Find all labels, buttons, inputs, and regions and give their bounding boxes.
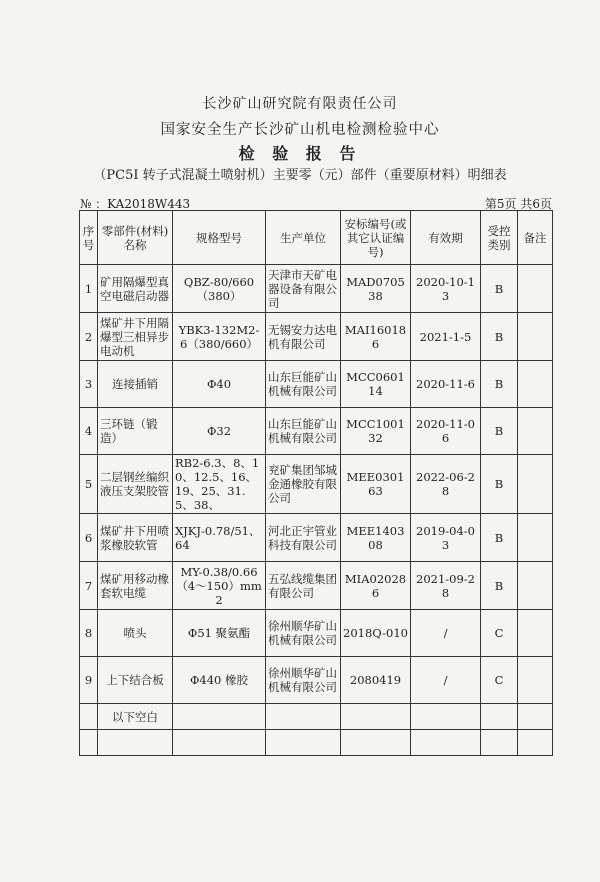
table-row xyxy=(80,657,553,704)
cell-maker: 徐州顺华矿山机械有限公司 xyxy=(266,610,341,657)
cell-maker: 五弘线缆集团有限公司 xyxy=(266,562,341,610)
cell-no xyxy=(80,704,98,730)
organization-name: 长沙矿山研究院有限责任公司 xyxy=(202,96,398,112)
report-number: № ：KA2018W443 xyxy=(80,197,191,211)
cell-note xyxy=(518,657,553,704)
cell-cert: MCC100132 xyxy=(341,408,411,455)
cell-maker: 山东巨能矿山机械有限公司 xyxy=(266,408,341,455)
cell-valid: 2019-04-03 xyxy=(411,514,481,562)
cell-valid: 2021-1-5 xyxy=(411,313,481,361)
col-header-note: 备注 xyxy=(518,211,553,265)
cell-note xyxy=(518,704,553,730)
cell-class: B xyxy=(481,408,518,455)
cell-name: 上下结合板 xyxy=(98,657,173,704)
cell-cert: MAI160186 xyxy=(341,313,411,361)
cell-model: RB2-6.3、8、10、12.5、16、19、25、31.5、38、 xyxy=(173,455,266,514)
cell-class: B xyxy=(481,313,518,361)
cell-maker: 徐州顺华矿山机械有限公司 xyxy=(266,657,341,704)
cell-cert: 2080419 xyxy=(341,657,411,704)
cell-cert: 2018Q-010 xyxy=(341,610,411,657)
col-header-maker: 生产单位 xyxy=(266,211,341,265)
cell-cert: MEE140308 xyxy=(341,514,411,562)
cell-cert: MEE030163 xyxy=(341,455,411,514)
cell-cert: MIA020286 xyxy=(341,562,411,610)
parts-table xyxy=(79,210,553,756)
cell-cert xyxy=(341,704,411,730)
report-title: 检 验 报 告 xyxy=(238,144,362,163)
cell-name: 以下空白 xyxy=(98,704,173,730)
cell-no: 5 xyxy=(80,455,98,514)
col-header-class: 受控类别 xyxy=(481,211,518,265)
cell-valid: / xyxy=(411,610,481,657)
cell-cert: MCC060114 xyxy=(341,361,411,408)
cell-class xyxy=(481,704,518,730)
cell-no: 6 xyxy=(80,514,98,562)
cell-note xyxy=(518,514,553,562)
cell-note xyxy=(518,265,553,313)
cell-class: B xyxy=(481,562,518,610)
center-name: 国家安全生产长沙矿山机电检测检验中心 xyxy=(160,122,440,138)
cell-name: 煤矿井下用喷浆橡胶软管 xyxy=(98,514,173,562)
cell-model xyxy=(173,704,266,730)
cell-class: B xyxy=(481,455,518,514)
cell-class: C xyxy=(481,657,518,704)
cell-no: 4 xyxy=(80,408,98,455)
cell-valid: 2022-06-28 xyxy=(411,455,481,514)
cell-valid: 2020-11-6 xyxy=(411,361,481,408)
cell-maker: 天津市天矿电器设备有限公司 xyxy=(266,265,341,313)
cell-no: 2 xyxy=(80,313,98,361)
col-header-cert: 安标编号(或其它认证编号) xyxy=(341,211,411,265)
col-header-valid: 有效期 xyxy=(411,211,481,265)
cell-valid xyxy=(411,704,481,730)
cell-name: 矿用隔爆型真空电磁启动器 xyxy=(98,265,173,313)
cell-no: 9 xyxy=(80,657,98,704)
cell-name: 二层钢丝编织液压支架胶管 xyxy=(98,455,173,514)
cell-class: C xyxy=(481,610,518,657)
cell-valid: 2020-10-13 xyxy=(411,265,481,313)
cell-note xyxy=(518,361,553,408)
cell-maker: 兖矿集团邹城金通橡胶有限公司 xyxy=(266,455,341,514)
cell-model: XJKJ-0.78/51、64 xyxy=(173,514,266,562)
cell-note xyxy=(518,455,553,514)
cell-cert: MAD070538 xyxy=(341,265,411,313)
cell-name: 连接插销 xyxy=(98,361,173,408)
cell-name: 喷头 xyxy=(98,610,173,657)
cell-class: B xyxy=(481,361,518,408)
cell-class: B xyxy=(481,514,518,562)
cell-model: MY-0.38/0.66（4～150）mm2 xyxy=(173,562,266,610)
table-row xyxy=(80,514,553,562)
table-row xyxy=(80,562,553,610)
cell-maker xyxy=(266,704,341,730)
cell-class: B xyxy=(481,265,518,313)
table-header-row xyxy=(80,211,553,265)
cell-model: Φ440 橡胶 xyxy=(173,657,266,704)
table-row xyxy=(80,361,553,408)
col-header-no: 序号 xyxy=(80,211,98,265)
cell-maker: 无锡安力达电机有限公司 xyxy=(266,313,341,361)
table-row xyxy=(80,455,553,514)
cell-model: Φ32 xyxy=(173,408,266,455)
cell-note xyxy=(518,562,553,610)
cell-valid: 2021-09-28 xyxy=(411,562,481,610)
table-row-empty xyxy=(80,730,553,756)
table-row xyxy=(80,704,553,730)
cell-model: YBK3-132M2-6（380/660） xyxy=(173,313,266,361)
cell-model: Φ40 xyxy=(173,361,266,408)
col-header-model: 规格型号 xyxy=(173,211,266,265)
cell-maker: 河北正宇管业科技有限公司 xyxy=(266,514,341,562)
table-row xyxy=(80,313,553,361)
table-row xyxy=(80,408,553,455)
cell-note xyxy=(518,408,553,455)
table-row xyxy=(80,610,553,657)
cell-note xyxy=(518,610,553,657)
cell-name: 三环链（锻造） xyxy=(98,408,173,455)
cell-model: Φ51 聚氨酯 xyxy=(173,610,266,657)
cell-note xyxy=(518,313,553,361)
cell-name: 煤矿井下用隔爆型三相异步电动机 xyxy=(98,313,173,361)
table-row xyxy=(80,265,553,313)
cell-no: 7 xyxy=(80,562,98,610)
cell-maker: 山东巨能矿山机械有限公司 xyxy=(266,361,341,408)
cell-name: 煤矿用移动橡套软电缆 xyxy=(98,562,173,610)
page-indicator: 第5页 共6页 xyxy=(484,197,552,211)
table-subtitle: （PC5I 转子式混凝土喷射机）主要零（元）部件（重要原材料）明细表 xyxy=(93,168,507,183)
cell-no: 8 xyxy=(80,610,98,657)
cell-valid: / xyxy=(411,657,481,704)
cell-no: 1 xyxy=(80,265,98,313)
col-header-name: 零部件(材料)名称 xyxy=(98,211,173,265)
cell-no: 3 xyxy=(80,361,98,408)
cell-valid: 2020-11-06 xyxy=(411,408,481,455)
cell-model: QBZ-80/660（380） xyxy=(173,265,266,313)
